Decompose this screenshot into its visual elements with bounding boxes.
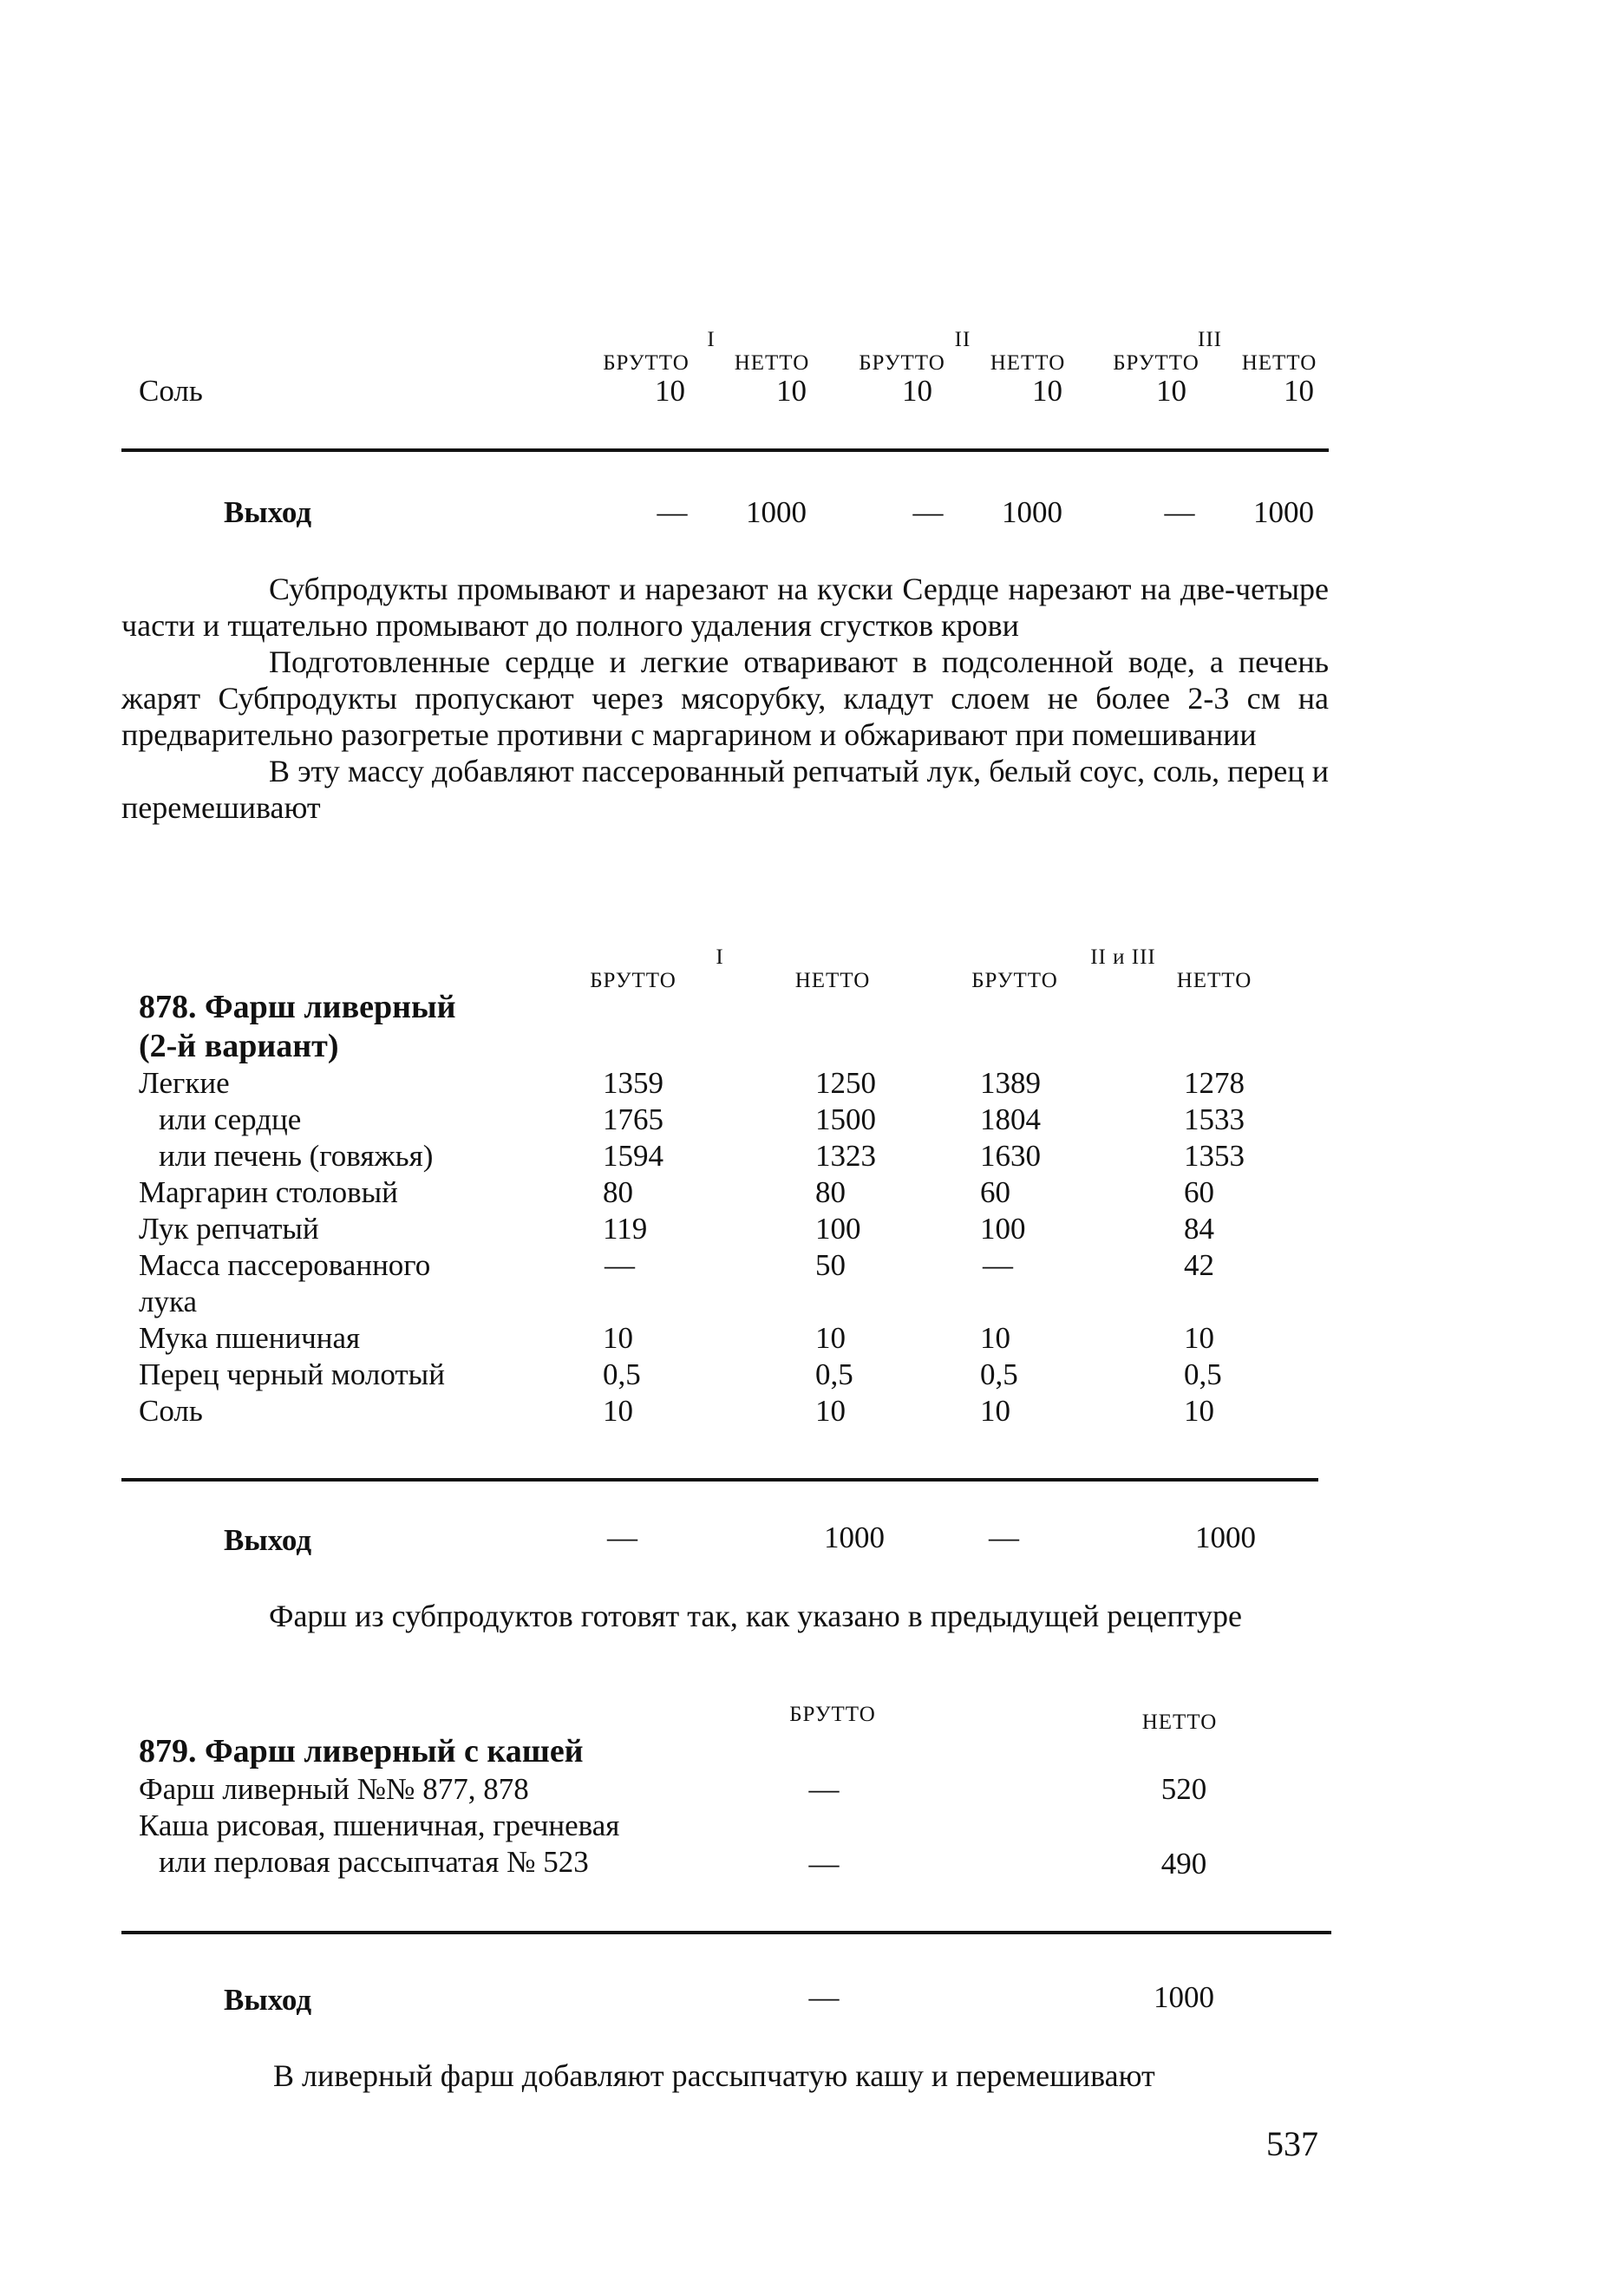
cell: 10 [1156, 374, 1186, 408]
yield-label: Выход [224, 1983, 312, 2017]
cell: 10 [1032, 374, 1062, 408]
cell: 1000 [1002, 495, 1062, 529]
column-header: БРУТТО [590, 969, 677, 992]
column-header: БРУТТО [971, 969, 1058, 992]
cell: 1359 [603, 1066, 663, 1100]
ingredient-name: Перец черный молотый [139, 1357, 445, 1391]
ingredient-name: Лук репчатый [139, 1212, 319, 1246]
table-rule [121, 1478, 1318, 1482]
cell: 1000 [1253, 495, 1314, 529]
cell: 520 [1160, 1772, 1207, 1806]
ingredient-name: Масса пассерованного [139, 1248, 431, 1282]
cell: 1000 [824, 1521, 885, 1554]
column-header: НЕТТО [1141, 1711, 1218, 1734]
column-header: НЕТТО [1241, 351, 1317, 375]
page-number: 537 [1266, 2124, 1318, 2163]
cell: 0,5 [815, 1357, 853, 1391]
cell: — [808, 1980, 840, 2014]
row-name: Соль [139, 374, 203, 408]
column-header: БРУТТО [859, 351, 945, 375]
yield-label: Выход [224, 495, 312, 529]
cell: 10 [1284, 374, 1314, 408]
ingredient-name: Каша рисовая, пшеничная, гречневая [139, 1809, 620, 1842]
cell: 119 [603, 1212, 648, 1246]
cell: 10 [1184, 1321, 1214, 1355]
cell: — [1164, 495, 1195, 529]
cell: 1500 [815, 1102, 876, 1136]
cell: 0,5 [603, 1357, 641, 1391]
cell: 60 [980, 1175, 1010, 1209]
group-header: II и III [1090, 945, 1156, 969]
cell: 10 [603, 1394, 633, 1428]
column-header: БРУТТО [603, 351, 690, 375]
yield-label: Выход [224, 1523, 312, 1557]
cell: 1000 [1154, 1980, 1214, 2014]
instructions-paragraph: В ливерный фарш добавляют рассыпчатую кашу и перемешивают [273, 2058, 1155, 2093]
cell: 10 [902, 374, 932, 408]
cell: 1323 [815, 1139, 876, 1173]
ingredient-name: Маргарин столовый [139, 1175, 398, 1209]
cell: — [983, 1248, 1013, 1282]
column-header: БРУТТО [1113, 351, 1199, 375]
group-header: III [1198, 328, 1222, 351]
table-rule [121, 1931, 1331, 1934]
cell: 1000 [1195, 1521, 1256, 1554]
table-rule [121, 448, 1329, 452]
instructions-paragraph [121, 571, 1329, 826]
paragraph: Фарш из субпродуктов готовят так, как указано в предыдущей рецептуре [269, 1599, 1242, 1633]
cell: — [808, 1847, 840, 1881]
cell: 1389 [980, 1066, 1041, 1100]
cell: — [989, 1521, 1019, 1554]
column-header: НЕТТО [794, 969, 871, 992]
cell: 1353 [1184, 1139, 1245, 1173]
cell: 490 [1160, 1847, 1207, 1881]
cell: 1804 [980, 1102, 1041, 1136]
paragraph: Субпродукты промывают и нарезают на куски Сердце нарезают на две-четыре части и тщательно промывают до полного удаления сгустков крови [121, 572, 1329, 643]
cell: 100 [815, 1212, 861, 1246]
cell: 1630 [980, 1139, 1041, 1173]
cell: 10 [776, 374, 807, 408]
group-header: II [954, 328, 971, 351]
instructions-paragraph [121, 1598, 1329, 1634]
ingredient-name: или сердце [159, 1102, 302, 1136]
cell: — [657, 495, 688, 529]
cell: 84 [1184, 1212, 1214, 1246]
paragraph: В эту массу добавляют пассерованный репчатый лук, белый соус, соль, перец и перемешивают [121, 754, 1329, 825]
recipe-subtitle: (2-й вариант) [139, 1028, 339, 1064]
ingredient-name: Мука пшеничная [139, 1321, 361, 1355]
cell: 80 [815, 1175, 846, 1209]
cell: 50 [815, 1248, 846, 1282]
cell: 10 [815, 1394, 846, 1428]
cell: 1594 [603, 1139, 663, 1173]
cell: 1533 [1184, 1102, 1245, 1136]
cell: 0,5 [1184, 1357, 1222, 1391]
column-header: НЕТТО [1176, 969, 1252, 992]
group-header: I [716, 945, 724, 969]
cell: 10 [603, 1321, 633, 1355]
ingredient-name: или печень (говяжья) [159, 1139, 434, 1173]
paragraph: Подготовленные сердце и легкие отваривают в подсоленной воде, а печень жарят Субпродукты пропускают через мясорубку, кладут слоем не более 2-3 см на предварительно разогретые противни с маргарином и обжаривают при помешивании [121, 644, 1329, 752]
cell: 100 [980, 1212, 1026, 1246]
column-header: НЕТТО [734, 351, 810, 375]
ingredient-name: Фарш ливерный №№ 877, 878 [139, 1772, 529, 1806]
cell: 10 [980, 1321, 1010, 1355]
cell: — [605, 1248, 635, 1282]
column-header: БРУТТО [789, 1703, 876, 1726]
recipe-title: 879. Фарш ливерный с кашей [139, 1733, 584, 1769]
cell: 10 [1184, 1394, 1214, 1428]
column-header: НЕТТО [990, 351, 1066, 375]
cell: 80 [603, 1175, 633, 1209]
ingredient-name: Легкие [139, 1066, 230, 1100]
cell: 60 [1184, 1175, 1214, 1209]
cell: — [912, 495, 944, 529]
cell: 0,5 [980, 1357, 1018, 1391]
ingredient-name-cont: лука [139, 1285, 197, 1318]
cell: — [607, 1521, 637, 1554]
cell: — [808, 1772, 840, 1806]
recipe-title: 878. Фарш ливерный [139, 989, 456, 1025]
cell: 10 [655, 374, 685, 408]
cell: 10 [815, 1321, 846, 1355]
cell: 10 [980, 1394, 1010, 1428]
ingredient-name: Соль [139, 1394, 203, 1428]
ingredient-name-cont: или перловая рассыпчатая № 523 [159, 1845, 589, 1879]
cell: 1278 [1184, 1066, 1245, 1100]
group-header: I [707, 328, 716, 351]
cell: 42 [1184, 1248, 1214, 1282]
cell: 1250 [815, 1066, 876, 1100]
cell: 1765 [603, 1102, 663, 1136]
cell: 1000 [746, 495, 807, 529]
